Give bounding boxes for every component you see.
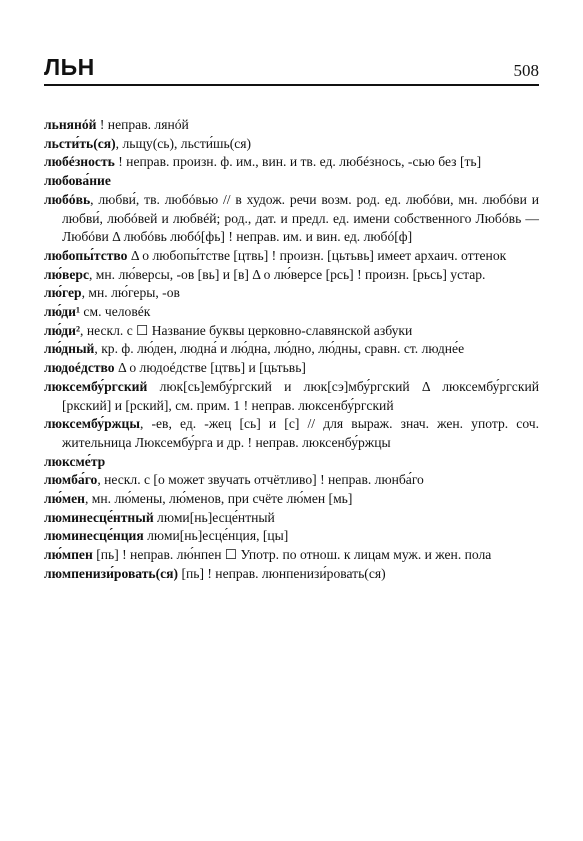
entry-headword: люмпенизи́ровать(ся) bbox=[44, 565, 179, 581]
dictionary-entry bbox=[44, 378, 539, 415]
entry-headword: любóвь bbox=[44, 191, 91, 207]
entry-body: ! неправ. лянóй bbox=[96, 117, 189, 132]
entry-list bbox=[44, 116, 539, 584]
dictionary-entry bbox=[44, 322, 539, 341]
entry-body: , кр. ф. лю́ден, людна́ и лю́дна, лю́дно, лю́дны, сравн. ст. людне́е bbox=[94, 341, 465, 357]
entry-headword: люксембу́ржцы bbox=[44, 416, 140, 432]
entry-headword: люмба́го bbox=[44, 472, 98, 488]
dictionary-entry bbox=[44, 527, 539, 546]
dictionary-entry bbox=[44, 172, 539, 191]
dictionary-entry bbox=[44, 153, 539, 172]
dictionary-entry bbox=[44, 546, 539, 565]
entry-headword: лю́верс bbox=[44, 266, 89, 282]
dictionary-entry bbox=[44, 565, 539, 584]
entry-body: люк[сь]ембу́ргский и люк[сэ]мбу́ргский Δ люксембу́ргский [ркский] и [рский], см. прим. 1 ! неправ. люксенбу́ргский bbox=[62, 378, 539, 413]
entry-headword: люксме́тр bbox=[44, 453, 106, 469]
entry-headword: лю́ди¹ bbox=[44, 304, 81, 320]
entry-body: , мн. лю́версы, -ов [вь] и [в] Δ о лю́версе [рсь] ! произн. [рьсь] устар. bbox=[88, 266, 486, 282]
entry-headword: льнянóй bbox=[44, 117, 97, 132]
entry-headword: люксембу́ргский bbox=[44, 378, 148, 394]
entry-body: , нескл. с ☐ Название буквы церковно-славянской азбуки bbox=[80, 322, 413, 338]
entry-headword: льсти́ть(ся) bbox=[44, 135, 116, 151]
dictionary-entry bbox=[44, 135, 539, 154]
entry-headword: лю́мпен bbox=[44, 547, 93, 563]
page-number: 508 bbox=[513, 61, 539, 80]
entry-headword: любéзность bbox=[44, 154, 115, 170]
dictionary-entry bbox=[44, 359, 539, 378]
entry-body: [пь] ! неправ. люнпенизи́ровать(ся) bbox=[178, 565, 386, 581]
dictionary-entry bbox=[44, 191, 539, 247]
entry-headword: лю́гер bbox=[44, 285, 82, 301]
entry-body: Δ о людоéдстве [цтвь] и [цьтьвь] bbox=[114, 360, 306, 376]
dictionary-entry bbox=[44, 415, 539, 452]
dictionary-entry bbox=[44, 509, 539, 528]
dictionary-entry bbox=[44, 340, 539, 359]
entry-body: Δ о любопы́тстве [цтвь] ! произн. [цьтьвь] имеет архаич. оттенок bbox=[127, 247, 507, 263]
entry-headword: лю́ди² bbox=[44, 322, 81, 338]
dictionary-entry bbox=[44, 116, 539, 135]
dictionary-entry bbox=[44, 303, 539, 322]
entry-body: , мн. лю́мены, лю́менов, при счёте лю́мен [мь] bbox=[84, 491, 353, 507]
dictionary-entry bbox=[44, 490, 539, 509]
entry-body: см. человéк bbox=[80, 304, 151, 320]
entry-headword: люминесце́нция bbox=[44, 528, 144, 544]
entry-body: , любви́, тв. любóвью // в худож. речи возм. род. ед. любóви, мн. любóви и любви́, любóвей и любвéй; род., дат. и предл. ед. имени собственного Любóвь — Любóви Δ любóвь любó[фь] ! неправ. им. и вин. ед. любó[ф] bbox=[62, 191, 539, 245]
running-head: ЛЬН bbox=[44, 54, 95, 80]
entry-body: [пь] ! неправ. лю́нпен ☐ Употр. по отнош. к лицам муж. и жен. пола bbox=[92, 547, 492, 563]
entry-body: люми[нь]есце́нтный bbox=[153, 509, 275, 525]
header-rule bbox=[44, 84, 539, 86]
entry-body: , нескл. с [о может звучать отчётливо] ! неправ. люнба́го bbox=[97, 472, 424, 488]
entry-headword: лю́дный bbox=[44, 341, 95, 357]
dictionary-entry bbox=[44, 284, 539, 303]
entry-body: ! неправ. произн. ф. им., вин. и тв. ед. любéзнось, -сью без [ть] bbox=[114, 154, 482, 170]
entry-body: , льщу(сь), льсти́шь(ся) bbox=[115, 135, 252, 151]
page-header bbox=[44, 54, 539, 81]
entry-headword: любопы́тство bbox=[44, 247, 128, 263]
dictionary-entry bbox=[44, 266, 539, 285]
dictionary-entry bbox=[44, 453, 539, 472]
dictionary-entry bbox=[44, 471, 539, 490]
entry-headword: лю́мен bbox=[44, 491, 85, 507]
entry-headword: людоéдство bbox=[44, 360, 115, 376]
entry-body: , -ев, ед. -жец [сь] и [с] // для выраж. знач. жен. употр. соч. жительница Люксембу́рга и др. ! неправ. люксенбу́ржцы bbox=[62, 416, 539, 450]
entry-headword: любова́ние bbox=[44, 173, 111, 189]
entry-body: люми[нь]есце́нция, [цы] bbox=[143, 528, 289, 544]
entry-headword: люминесце́нтный bbox=[44, 509, 154, 525]
entry-body: , мн. лю́геры, -ов bbox=[81, 285, 180, 301]
dictionary-entry bbox=[44, 247, 539, 266]
